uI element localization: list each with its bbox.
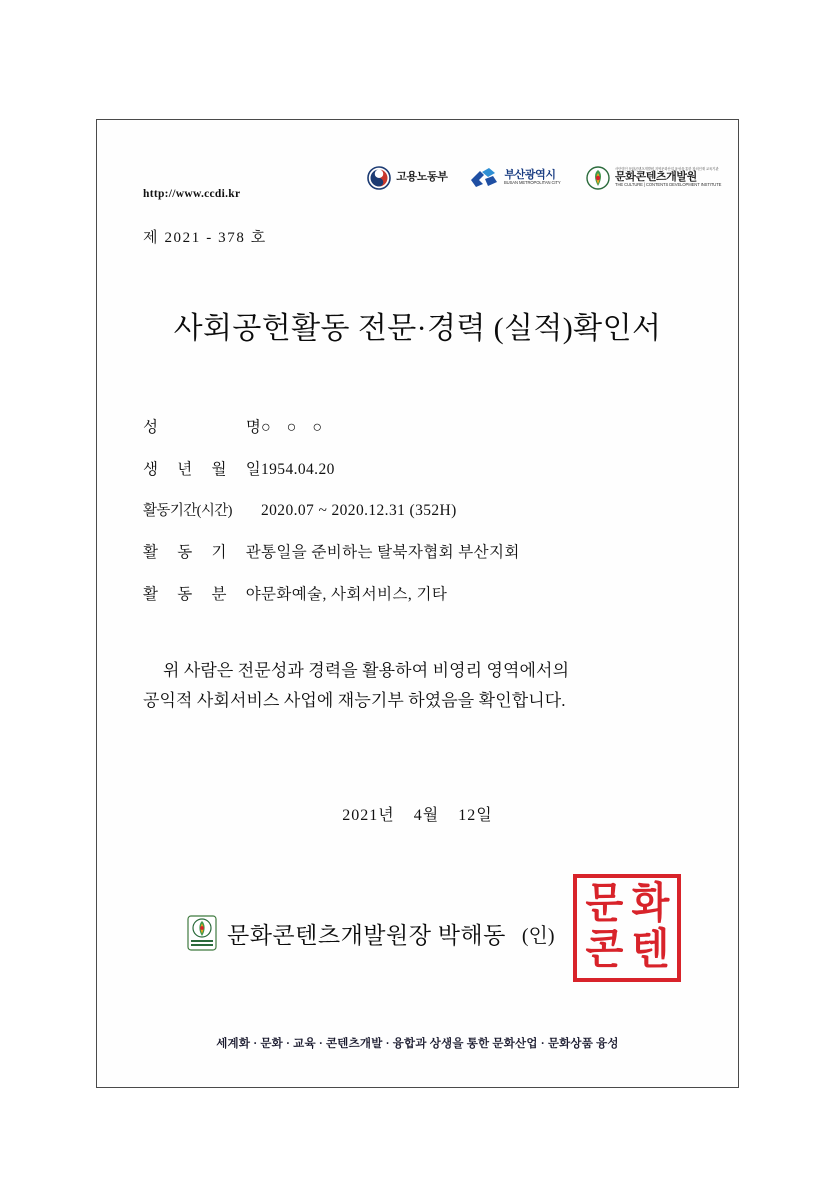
busan-logo-label: 부산광역시 xyxy=(504,168,556,181)
field-label-char: 일 xyxy=(245,461,261,478)
field-row xyxy=(143,582,703,604)
field-label-birthdate xyxy=(143,457,261,479)
certificate-title: 사회공헌활동 전문·경력 (실적)확인서 xyxy=(173,312,662,345)
document-number: 제 2021 - 378 호 xyxy=(143,230,267,246)
field-label-char: 년 xyxy=(177,461,193,478)
seal-mark-label: (인) xyxy=(521,924,555,947)
field-label-char: 관 xyxy=(245,544,261,561)
issue-day: 12일 xyxy=(458,807,493,824)
field-row xyxy=(143,540,703,562)
field-label-char: 활 xyxy=(143,544,159,561)
stamp-characters xyxy=(581,882,673,974)
busan-logo-sublabel: BUSAN METROPOLITAN CITY xyxy=(504,180,562,186)
ccdi-emblem-icon xyxy=(586,166,610,190)
busan-city-logo xyxy=(469,166,564,190)
field-label-char: 동 xyxy=(177,586,193,603)
field-label-char: 명 xyxy=(245,419,261,436)
moel-logo-label: 고용노동부 xyxy=(396,171,448,184)
stamp-char: 화 xyxy=(631,881,669,928)
ccdi-seal-emblem-icon xyxy=(187,915,217,951)
field-label-char: 기 xyxy=(211,544,227,561)
moel-emblem-icon xyxy=(367,166,391,190)
busan-logo-text xyxy=(504,170,564,186)
logo-row xyxy=(352,158,727,198)
field-value-name: ○ ○ ○ xyxy=(261,419,328,436)
field-label-char: 분 xyxy=(211,586,227,603)
field-label-activity-area xyxy=(143,582,261,604)
body-line-1: 위 사람은 전문성과 경력을 활용하여 비영리 영역에서의 xyxy=(163,661,570,680)
field-value-organization: 통일을 준비하는 탈북자협회 부산지회 xyxy=(261,544,520,561)
body-line-2: 공익적 사회서비스 사업에 재능기부 하였음을 확인합니다. xyxy=(143,690,566,710)
field-row xyxy=(143,415,703,437)
field-label-char: 활 xyxy=(143,586,159,603)
footer-slogan: 세계화 · 문화 · 교육 · 콘텐츠개발 · 융합과 상생을 통한 문화산업 · 문화상품 융성 xyxy=(216,1038,619,1050)
official-red-stamp xyxy=(573,874,681,982)
ccdi-logo xyxy=(586,166,727,190)
moel-logo-text xyxy=(396,172,447,184)
certificate-border xyxy=(96,119,739,1088)
certificate-body xyxy=(143,656,703,716)
field-list xyxy=(143,415,703,624)
field-value-activity-area: 문화예술, 사회서비스, 기타 xyxy=(261,586,448,603)
field-label-char: 야 xyxy=(245,586,261,603)
issue-date xyxy=(97,802,738,825)
busan-emblem-icon xyxy=(469,166,499,190)
field-label-name xyxy=(143,415,261,437)
field-label-char: 동 xyxy=(177,544,193,561)
ccdi-logo-sublabel: THE CULTURE | CONTENTS DEVELOPMENT INSTITUTE xyxy=(615,182,722,188)
stamp-char: 문 xyxy=(585,881,623,928)
signature-block xyxy=(187,915,555,951)
signatory-name: 문화콘텐츠개발원장 박해동 xyxy=(227,922,506,948)
ccdi-logo-text xyxy=(615,168,727,188)
field-value-period: 2020.07 ~ 2020.12.31 (352H) xyxy=(261,502,457,519)
ccdi-logo-toplabel: 사단법인 문화콘텐츠개발원 지역문화산업 융성을 통한 창의인재 교육기관 xyxy=(615,167,719,172)
field-value-birthdate: 1954.04.20 xyxy=(261,461,335,478)
field-label-char: 성 xyxy=(143,419,159,436)
field-label-char: 생 xyxy=(143,461,159,478)
issue-month: 4월 xyxy=(413,807,440,824)
issue-year: 2021년 xyxy=(342,807,395,824)
stamp-char: 콘 xyxy=(585,927,623,974)
field-row xyxy=(143,457,703,479)
field-label-char: 월 xyxy=(211,461,227,478)
field-row xyxy=(143,499,703,520)
ccdi-logo-label: 문화콘텐츠개발원 xyxy=(615,170,697,183)
field-label-period: 활동기간(시간) xyxy=(143,503,232,519)
moel-logo xyxy=(367,166,447,190)
website-url: http://www.ccdi.kr xyxy=(143,188,241,200)
stamp-char: 텐 xyxy=(631,927,669,974)
field-label-organization xyxy=(143,540,261,562)
